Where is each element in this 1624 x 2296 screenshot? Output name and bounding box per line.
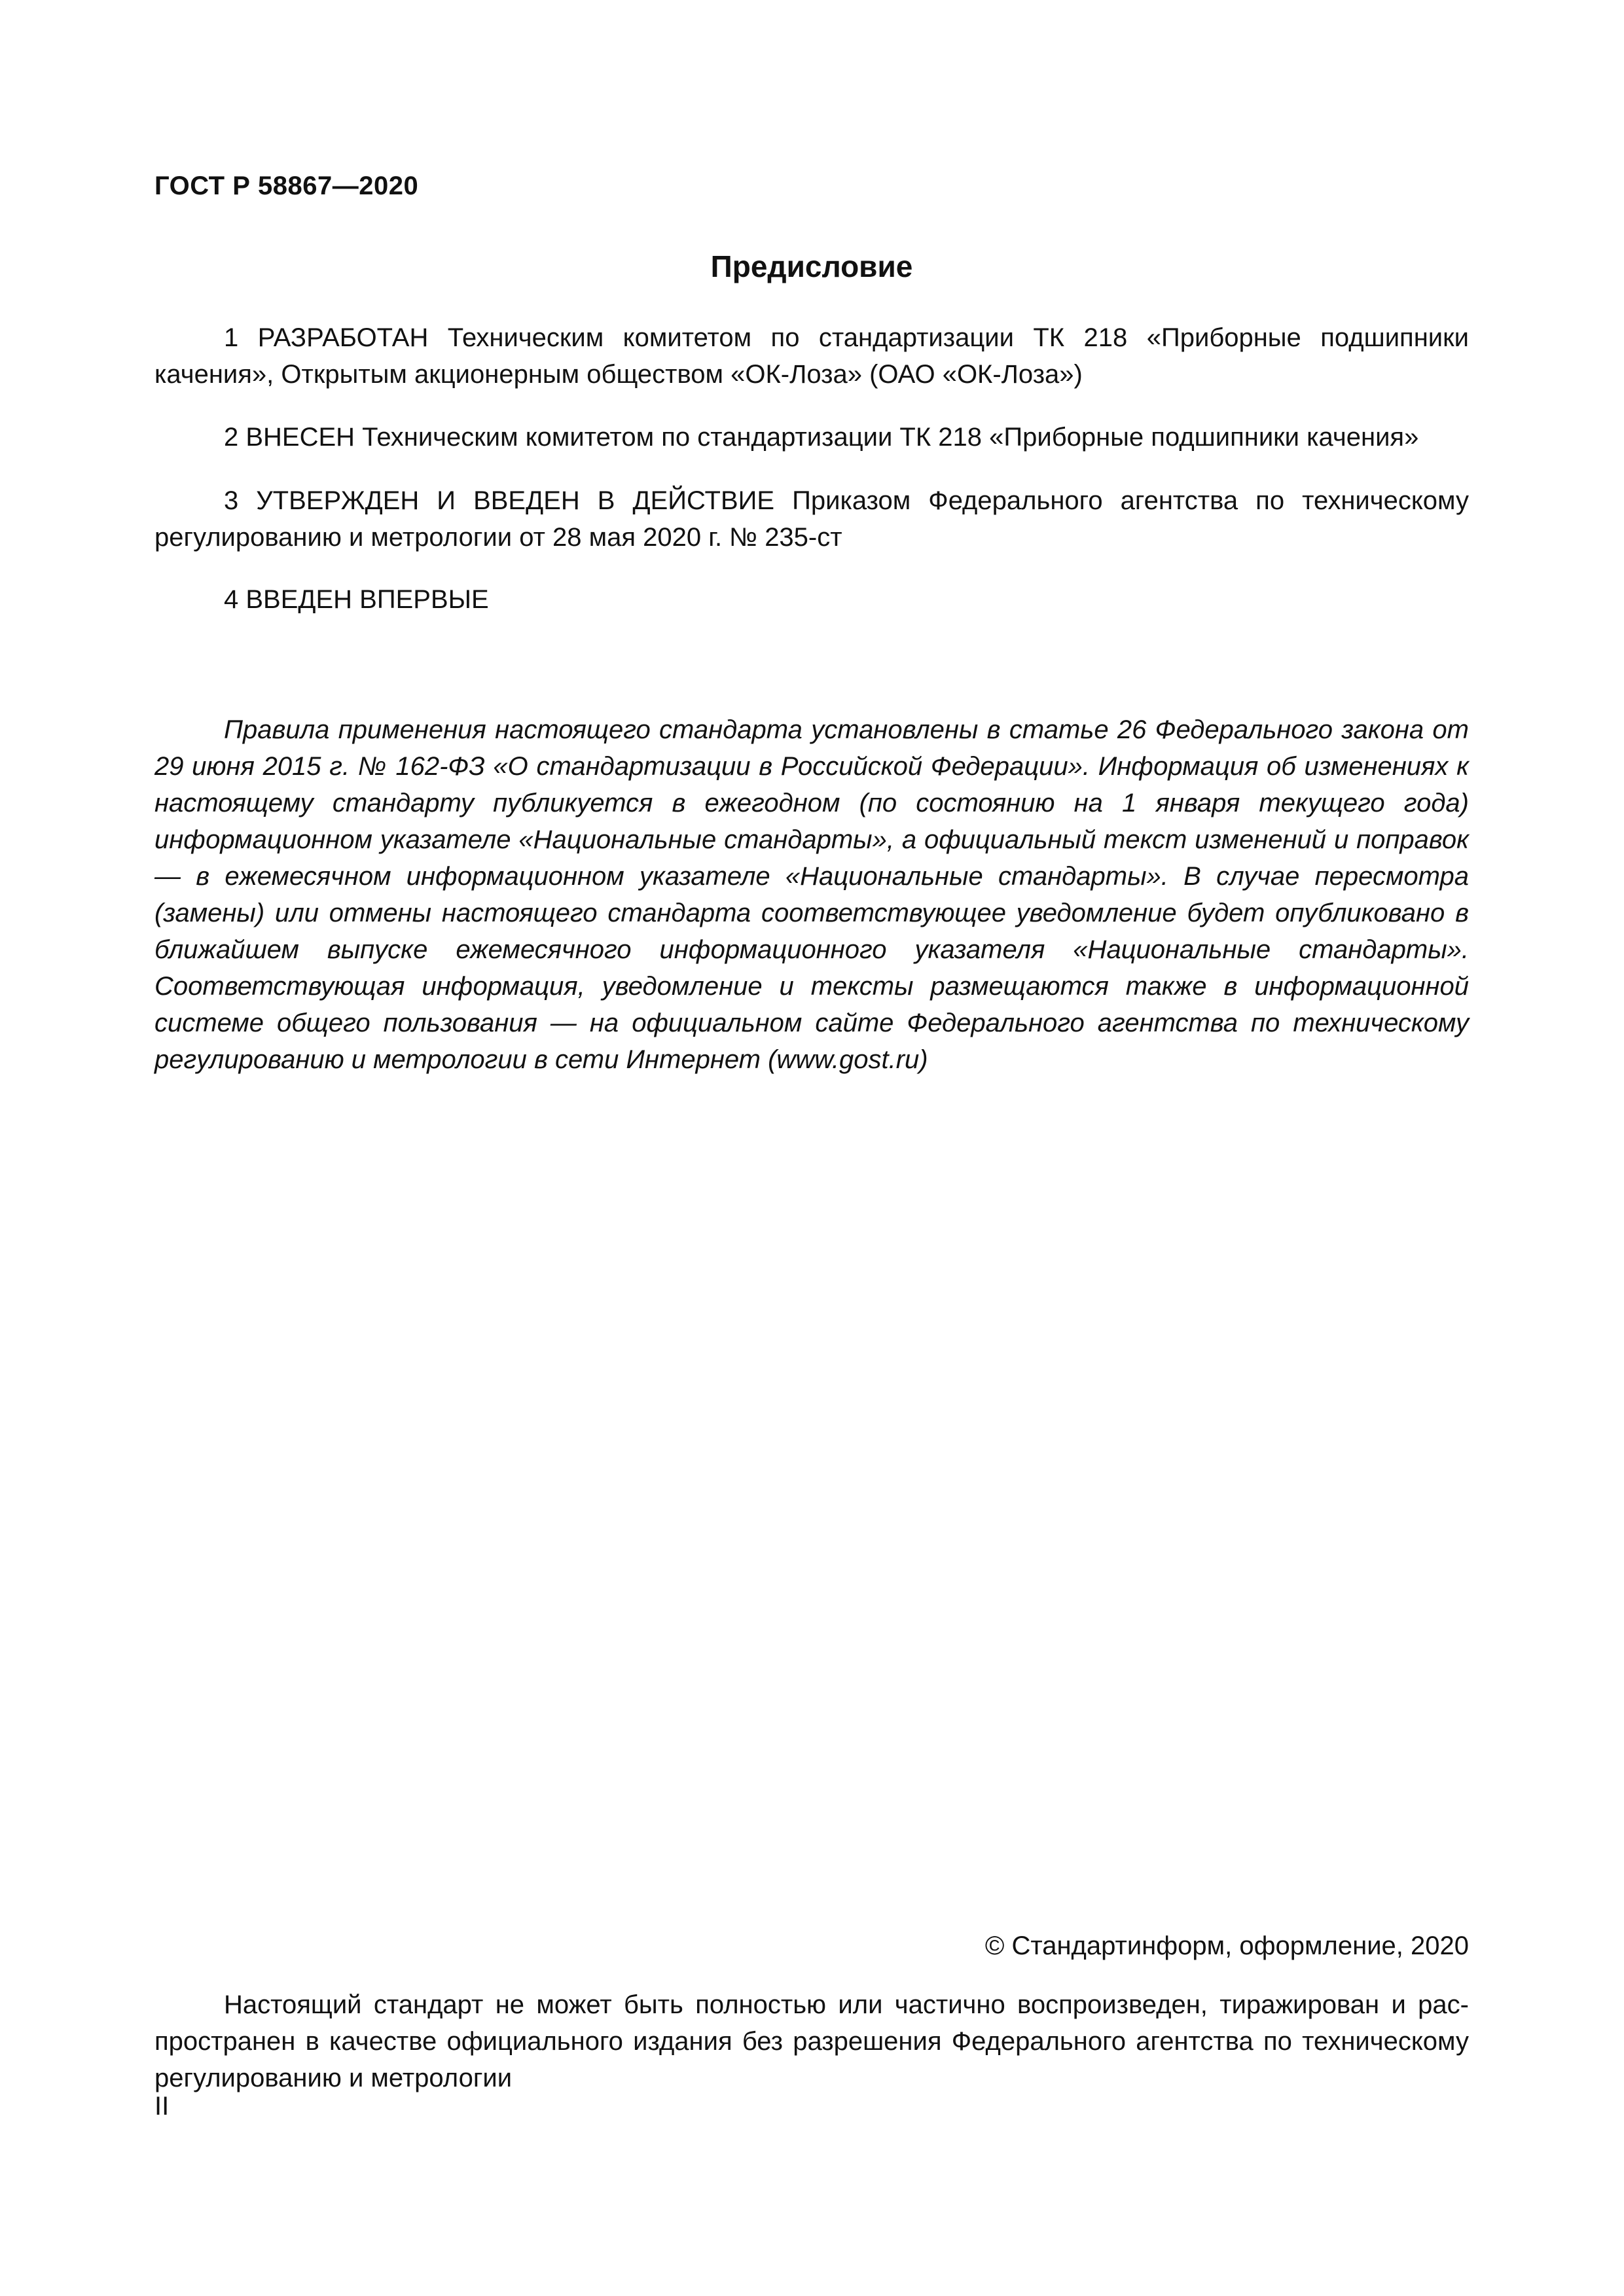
preface-item-4: 4 ВВЕДЕН ВПЕРВЫЕ: [224, 585, 489, 614]
copyright-notice: © Стандартинформ, оформление, 2020: [984, 1931, 1469, 1960]
rules-note: Правила применения настоящего стандарта установлены в статье 26 Федерального закона от 29 июня 2015 г. № 162-ФЗ «О стандартизации в Российской Федерации». Информация об изменениях к настоящему стандарту публикуется в ежегодном (по состоянию на 1 января текущего года) информационном указателе «Национальные стандарты», а официальный текст изменений и поправок — в ежемесячном информационном указателе «Национальные стандарты». В случае пересмотра (замены) или отмены настоящего стандарта соответствующее уведомление будет опубликовано в ближайшем выпуске ежемесячного информационного указателя «Национальные стандарты». Соответствующая информация, уведомление и тексты размещаются также в информационной системе общего пользования — на официальном сайте Федерального агентства по техническому регулированию и метрологии в сети Интернет (www.gost.ru): [154, 715, 1469, 1074]
page-number: II: [154, 2092, 170, 2121]
preface-title: Предисловие: [710, 249, 913, 283]
document-code: ГОСТ Р 58867—2020: [154, 171, 419, 200]
preface-item-1: 1 РАЗРАБОТАН Техническим комитетом по стандартизации ТК 218 «Приборные подшипники качения», Открытым акционерным обществом «ОК-Лоза» (ОАО «ОК-Лоза»): [154, 323, 1469, 389]
preface-item-2: 2 ВНЕСЕН Техническим комитетом по стандартизации ТК 218 «Приборные подшипники качения»: [224, 423, 1419, 452]
reproduction-notice: Настоящий стандарт не может быть полностью или частично воспроизведен, тиражирован и распространен в качестве официального издания без разрешения Федерального агентства по техническому регулированию и метрологии: [154, 1990, 1469, 2092]
preface-item-3: 3 УТВЕРЖДЕН И ВВЕДЕН В ДЕЙСТВИЕ Приказом Федерального агентства по техническому регулированию и метрологии от 28 мая 2020 г. № 235-ст: [154, 486, 1469, 552]
